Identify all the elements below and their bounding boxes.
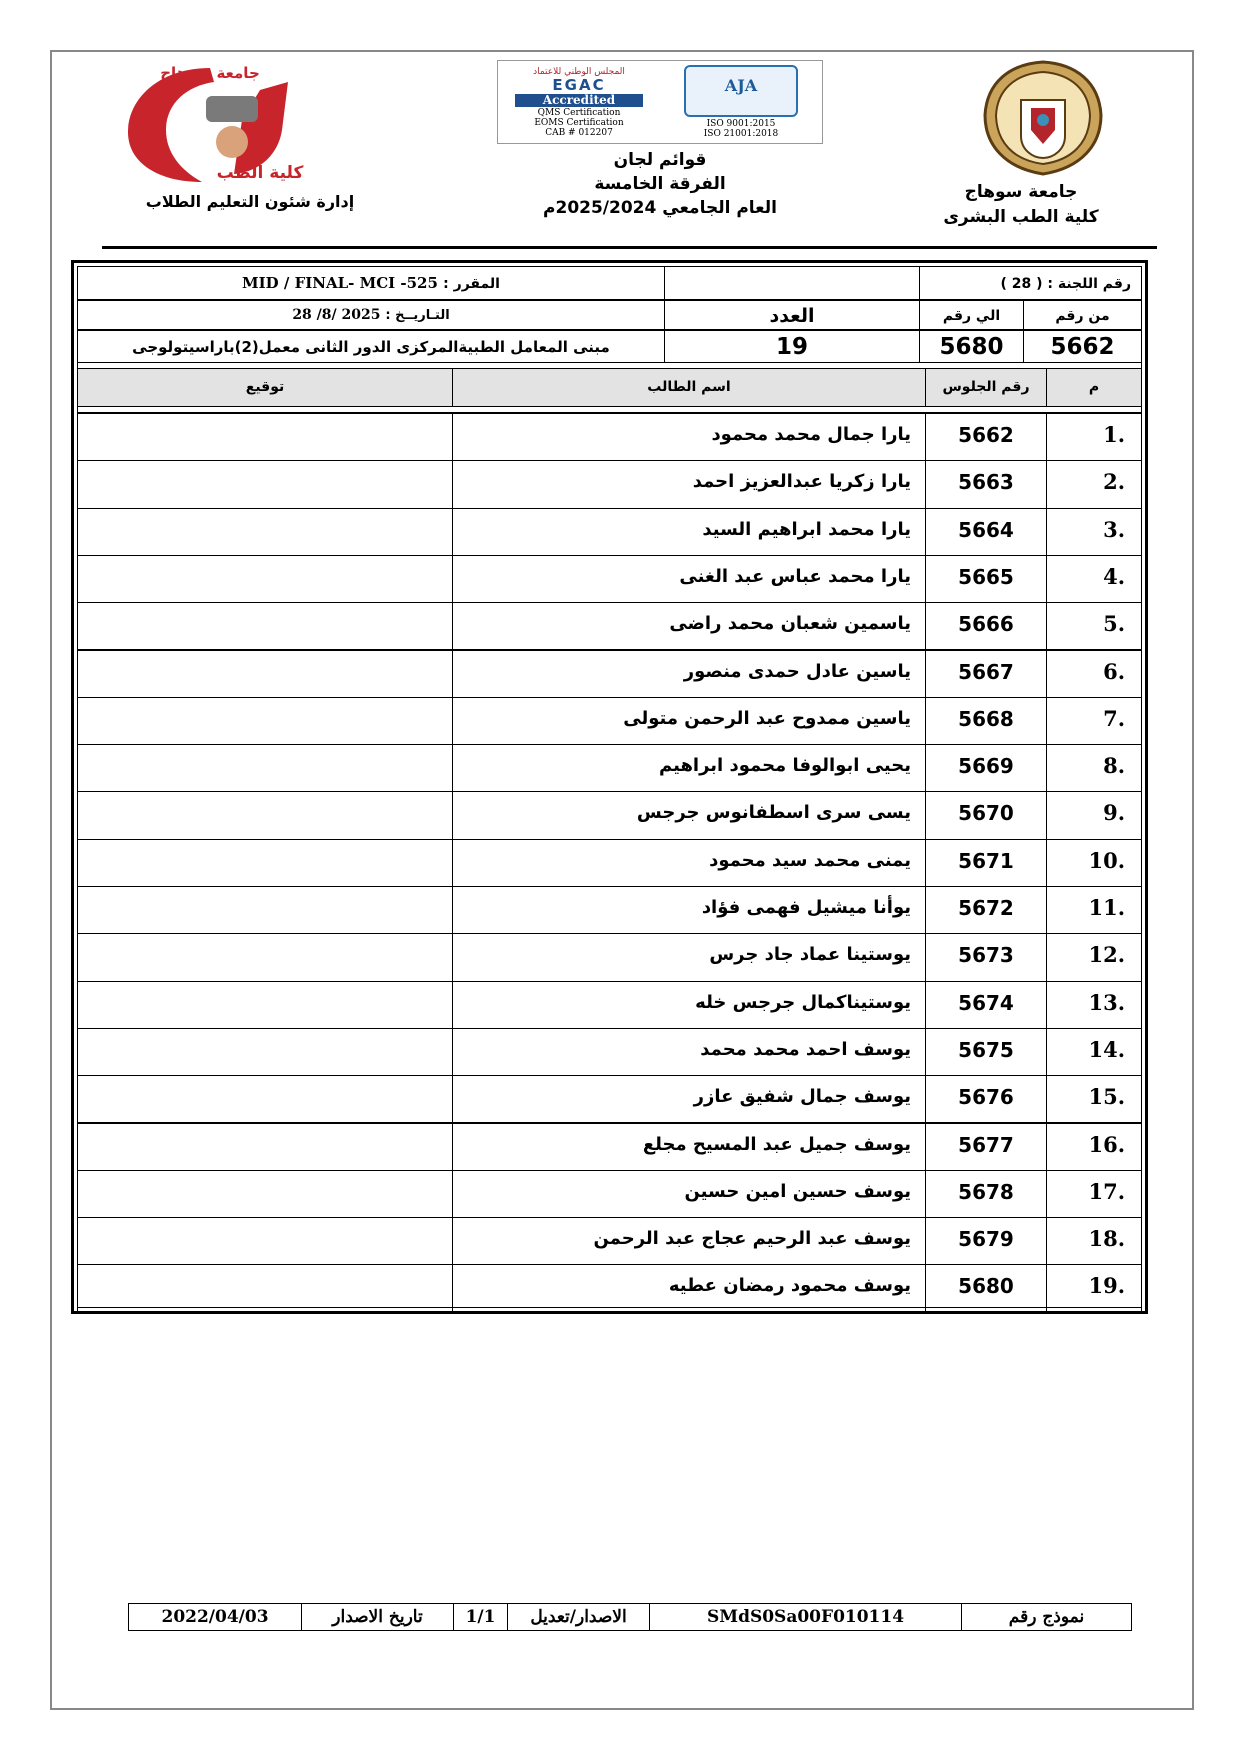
row-signature-field[interactable] — [77, 1123, 453, 1171]
aja-line1: ISO 9001:2015 — [706, 119, 776, 129]
aja-globe-icon: AJA — [684, 65, 798, 117]
row-seat-number: 5677 — [925, 1123, 1047, 1171]
row-index: .2 — [1046, 460, 1142, 508]
row-student-name: يوسف محمود رمضان عطيه — [452, 1264, 926, 1312]
university-header — [911, 180, 1131, 230]
from-label: من رقم — [1023, 300, 1142, 330]
row-student-name: يوسف احمد محمد محمد — [452, 1028, 926, 1076]
row-signature-field[interactable] — [77, 839, 453, 887]
row-index: .6 — [1046, 650, 1142, 698]
row-seat-number: 5672 — [925, 886, 1047, 934]
egac-arabic: المجلس الوطني للاعتماد — [533, 66, 625, 77]
count-label: العدد — [664, 300, 920, 330]
row-seat-number: 5668 — [925, 697, 1047, 745]
issue-date: 2022/04/03 — [161, 1607, 269, 1627]
row-student-name: يوسف جمال شفيق عازر — [452, 1075, 926, 1123]
issue-date-label: تاريخ الاصدار — [301, 1604, 453, 1630]
row-student-name: يارا محمد عباس عبد الغنى — [452, 555, 926, 603]
row-student-name: ياسين ممدوح عبد الرحمن متولى — [452, 697, 926, 745]
certification-logos — [497, 60, 823, 144]
row-seat-number: 5669 — [925, 744, 1047, 792]
row-seat-number: 5676 — [925, 1075, 1047, 1123]
row-seat-number: 5674 — [925, 981, 1047, 1029]
row-signature-field[interactable] — [77, 1028, 453, 1076]
row-index: .7 — [1046, 697, 1142, 745]
egac-line1: QMS Certification — [537, 107, 621, 118]
row-signature-field[interactable] — [77, 460, 453, 508]
row-student-name: يوستينا عماد جاد جرس — [452, 933, 926, 981]
to-label: الي رقم — [919, 300, 1024, 330]
university-name: جامعة سوهاج — [964, 182, 1078, 202]
department-name: إدارة شئون التعليم الطلاب — [145, 192, 355, 211]
row-student-name: يارا زكريا عبدالعزيز احمد — [452, 460, 926, 508]
row-student-name: يحيى ابوالوفا محمود ابراهيم — [452, 744, 926, 792]
university-seal-logo — [981, 60, 1106, 178]
row-signature-field[interactable] — [77, 555, 453, 603]
faculty-of-medicine-logo — [110, 60, 310, 185]
row-seat-number: 5666 — [925, 602, 1047, 650]
row-student-name: يارا محمد ابراهيم السيد — [452, 508, 926, 556]
row-index: .3 — [1046, 508, 1142, 556]
row-index: .17 — [1046, 1170, 1142, 1218]
row-signature-field[interactable] — [77, 791, 453, 839]
row-index: .13 — [1046, 981, 1142, 1029]
row-index: .15 — [1046, 1075, 1142, 1123]
row-seat-number: 5663 — [925, 460, 1047, 508]
form-number: SMdS0Sa00F010114 — [649, 1604, 961, 1630]
egac-line2: EOMS Certification — [534, 117, 624, 128]
count-value: 19 — [664, 330, 920, 363]
edition-label: الاصدار/تعديل — [507, 1604, 649, 1630]
date-value: 28 /8/ 2025 — [292, 307, 381, 323]
row-index: .11 — [1046, 886, 1142, 934]
row-seat-number: 5670 — [925, 791, 1047, 839]
row-index: .9 — [1046, 791, 1142, 839]
aja-line2: ISO 21001:2018 — [703, 129, 779, 139]
edition-value: 1/1 — [453, 1604, 507, 1630]
row-signature-field[interactable] — [77, 1170, 453, 1218]
column-header-index: م — [1046, 368, 1142, 407]
row-seat-number: 5665 — [925, 555, 1047, 603]
column-header-name: اسم الطالب — [452, 368, 926, 407]
faculty-logo-bottom-text: كلية الطب — [216, 163, 304, 183]
row-seat-number: 5673 — [925, 933, 1047, 981]
row-signature-field[interactable] — [77, 650, 453, 698]
row-signature-field[interactable] — [77, 413, 453, 461]
row-signature-field[interactable] — [77, 697, 453, 745]
course-value: MID / FINAL- MCI -525 — [242, 274, 438, 292]
row-signature-field[interactable] — [77, 1264, 453, 1312]
egac-certificate — [509, 67, 649, 138]
row-student-name: يسى سرى اسطفانوس جرجس — [452, 791, 926, 839]
row-student-name: ياسين عادل حمدى منصور — [452, 650, 926, 698]
title-line2: الفرقة الخامسة — [594, 174, 726, 194]
row-signature-field[interactable] — [77, 508, 453, 556]
document-footer — [128, 1603, 1132, 1631]
title-line3: العام الجامعي 2025/2024م — [543, 198, 777, 218]
row-seat-number: 5667 — [925, 650, 1047, 698]
from-value: 5662 — [1023, 330, 1142, 363]
row-student-name: يوسف جميل عبد المسيح مجلع — [452, 1123, 926, 1171]
egac-subtitle: Accredited — [515, 94, 643, 107]
row-signature-field[interactable] — [77, 933, 453, 981]
form-label: نموذج رقم — [961, 1604, 1131, 1630]
egac-title: EGAC — [552, 75, 606, 94]
row-index: .5 — [1046, 602, 1142, 650]
row-student-name: يارا جمال محمد محمود — [452, 413, 926, 461]
row-seat-number: 5664 — [925, 508, 1047, 556]
row-signature-field[interactable] — [77, 1217, 453, 1265]
row-signature-field[interactable] — [77, 602, 453, 650]
row-student-name: يوسف حسين امين حسين — [452, 1170, 926, 1218]
row-seat-number: 5671 — [925, 839, 1047, 887]
list-title — [520, 148, 800, 220]
date-cell — [77, 300, 665, 330]
row-seat-number: 5678 — [925, 1170, 1047, 1218]
row-index: .10 — [1046, 839, 1142, 887]
row-index: .19 — [1046, 1264, 1142, 1312]
row-seat-number: 5679 — [925, 1217, 1047, 1265]
committee-number: رقم اللجنة : ( 28 ) — [919, 266, 1142, 300]
row-index: .4 — [1046, 555, 1142, 603]
row-index: .18 — [1046, 1217, 1142, 1265]
faculty-name: كلية الطب البشرى — [943, 207, 1099, 227]
row-student-name: يوستيناكمال جرجس خله — [452, 981, 926, 1029]
aja-certificate — [671, 65, 811, 139]
row-index: .1 — [1046, 413, 1142, 461]
to-value: 5680 — [919, 330, 1024, 363]
row-index: .12 — [1046, 933, 1142, 981]
info-blank-cell — [664, 266, 920, 300]
row-index: .8 — [1046, 744, 1142, 792]
column-header-signature: توقيع — [77, 368, 453, 407]
row-index: .16 — [1046, 1123, 1142, 1171]
row-student-name: يمنى محمد سيد محمود — [452, 839, 926, 887]
egac-line3: CAB # 012207 — [545, 127, 613, 138]
row-signature-field[interactable] — [77, 1075, 453, 1123]
row-seat-number: 5675 — [925, 1028, 1047, 1076]
row-student-name: يوسف عبد الرحيم عجاج عبد الرحمن — [452, 1217, 926, 1265]
course-label: المقرر : — [443, 276, 500, 292]
faculty-logo-top-text: جامعة سوهاج — [160, 64, 260, 82]
course-cell — [77, 266, 665, 300]
row-student-name: ياسمين شعبان محمد راضى — [452, 602, 926, 650]
row-signature-field[interactable] — [77, 886, 453, 934]
row-index: .14 — [1046, 1028, 1142, 1076]
row-seat-number: 5680 — [925, 1264, 1047, 1312]
date-label: التـاريــخ : — [385, 308, 450, 323]
header-divider — [102, 246, 1157, 249]
row-signature-field[interactable] — [77, 981, 453, 1029]
location-cell: مبنى المعامل الطبيةالمركزى الدور الثانى معمل(2)باراسيتولوجى — [77, 330, 665, 363]
title-line1: قوائم لجان — [613, 150, 707, 170]
row-signature-field[interactable] — [77, 744, 453, 792]
column-header-seat: رقم الجلوس — [925, 368, 1047, 407]
row-student-name: يوأنا ميشيل فهمى فؤاد — [452, 886, 926, 934]
row-seat-number: 5662 — [925, 413, 1047, 461]
